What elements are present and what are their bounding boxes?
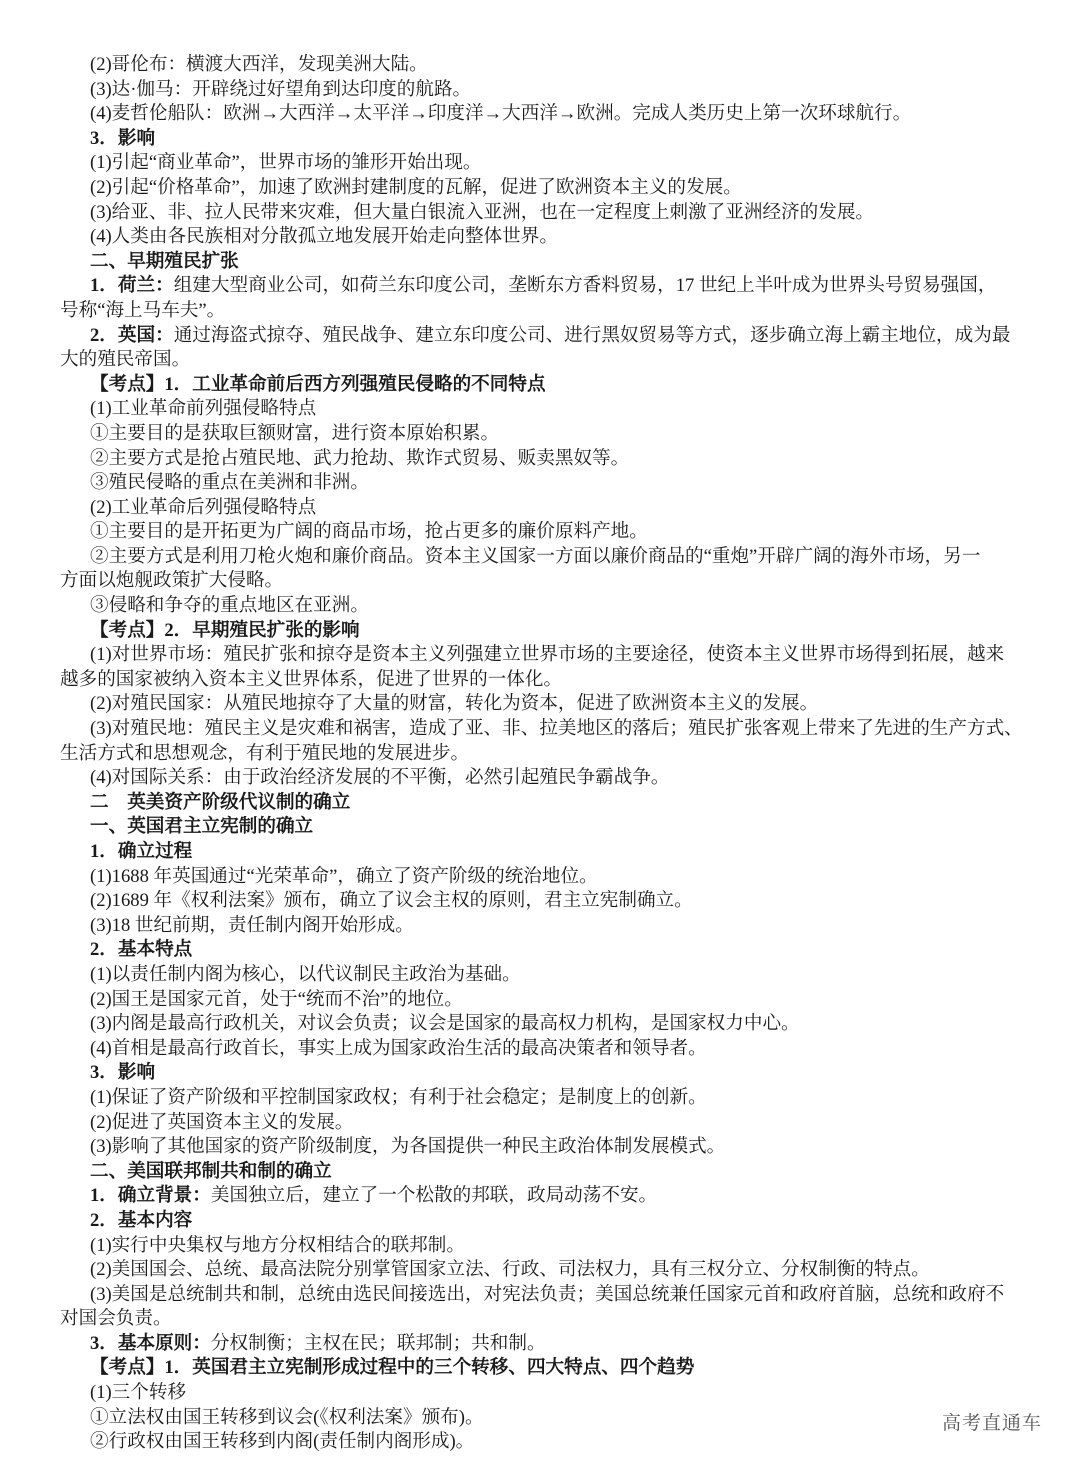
line-text: (2)对殖民国家：从殖民地掠夺了大量的财富，转化为资本，促进了欧洲资本主义的发展。	[90, 693, 819, 715]
text-line	[60, 1086, 1035, 1111]
line-text: 组建大型商业公司，如荷兰东印度公司，垄断东方香料贸易，17 世纪上半叶成为世界头号贸易强国，	[173, 275, 997, 297]
bold-label: 二 英美资产阶级代议制的确立	[90, 791, 351, 813]
line-text: ①立法权由国王转移到议会(《权利法案》颁布)。	[90, 1406, 484, 1428]
bold-label: 3．基本原则：	[90, 1332, 211, 1354]
line-text: (1)保证了资产阶级和平控制国家政权；有利于社会稳定；是制度上的创新。	[90, 1086, 707, 1108]
text-line	[60, 1111, 1035, 1136]
text-line	[60, 1406, 1035, 1431]
bold-label: 3．影响	[90, 127, 156, 149]
bold-label: 1．确立过程	[90, 841, 193, 862]
line-text: (3)达·伽马：开辟绕过好望角到达印度的航路。	[90, 78, 472, 100]
text-line	[60, 1184, 1035, 1209]
text-line	[60, 988, 1035, 1013]
bold-label: 2．英国：	[90, 324, 174, 346]
text-line	[60, 373, 1035, 398]
text-line	[60, 545, 1035, 570]
document-body	[60, 53, 1035, 1455]
line-text: 号称“海上马车夫”。	[60, 299, 226, 321]
text-line	[60, 889, 1035, 914]
text-line	[60, 1234, 1035, 1259]
text-line	[60, 1258, 1035, 1283]
line-text: (1)1688 年英国通过“光荣革命”，确立了资产阶级的统治地位。	[90, 865, 598, 887]
text-line	[60, 742, 1035, 767]
line-text: 大的殖民帝国。	[60, 349, 191, 371]
line-text: 美国独立后，建立了一个松散的邦联，政局动荡不安。	[210, 1185, 658, 1207]
text-line	[60, 201, 1035, 226]
line-text: ①主要目的是开拓更为广阔的商品市场，抢占更多的廉价原料产地。	[90, 521, 648, 543]
line-text: (2)工业革命后列强侵略特点	[90, 496, 317, 518]
line-text: 生活方式和思想观念，有利于殖民地的发展进步。	[60, 742, 470, 764]
text-line	[60, 1135, 1035, 1160]
text-line	[60, 250, 1035, 275]
text-line	[60, 914, 1035, 939]
line-text: (3)对殖民地：殖民主义是灾难和祸害，造成了亚、非、拉美地区的落后；殖民扩张客观上带来了先进的生产方式、	[90, 718, 1023, 740]
bold-label: 【考点】2．早期殖民扩张的影响	[90, 619, 360, 641]
line-text: (2)促进了英国资本主义的发展。	[90, 1111, 354, 1133]
text-line	[60, 668, 1035, 693]
text-line	[60, 1430, 1035, 1455]
line-text: 分权制衡；主权在民；联邦制；共和制。	[210, 1332, 546, 1354]
line-text: (4)首相是最高行政首长，事实上成为国家政治生活的最高决策者和领导者。	[90, 1037, 707, 1059]
line-text: ②主要方式是利用刀枪火炮和廉价商品。资本主义国家一方面以廉价商品的“重炮”开辟广阔的海外市场，另一	[90, 545, 981, 567]
watermark: 高考直通车	[942, 1412, 1043, 1434]
text-line	[60, 1332, 1035, 1357]
text-line	[60, 151, 1035, 176]
text-line	[60, 422, 1035, 447]
text-line	[60, 594, 1035, 619]
bold-label: 一、英国君主立宪制的确立	[90, 816, 314, 838]
line-text: (4)人类由各民族相对分散孤立地发展开始走向整体世界。	[90, 226, 558, 248]
line-text: (3)18 世纪前期，责任制内阁开始形成。	[90, 914, 414, 936]
line-text: (2)引起“价格革命”，加速了欧洲封建制度的瓦解，促进了欧洲资本主义的发展。	[90, 176, 742, 198]
text-line	[60, 447, 1035, 472]
text-line	[60, 102, 1035, 127]
text-line	[60, 1283, 1035, 1308]
text-line	[60, 127, 1035, 152]
text-line	[60, 299, 1035, 324]
bold-label: 1．确立背景：	[90, 1185, 211, 1207]
bold-label: 3．影响	[90, 1062, 156, 1084]
line-text: (2)国王是国家元首，处于“统而不治”的地位。	[90, 988, 463, 1010]
text-line	[60, 692, 1035, 717]
line-text: (3)内阁是最高行政机关，对议会负责；议会是国家的最高权力机构，是国家权力中心。	[90, 1013, 800, 1035]
text-line	[60, 1012, 1035, 1037]
line-text: (2)美国国会、总统、最高法院分别掌管国家立法、行政、司法权力，具有三权分立、分权制衡的特点。	[90, 1259, 930, 1281]
text-line	[60, 397, 1035, 422]
text-line	[60, 1356, 1035, 1381]
text-line	[60, 938, 1035, 963]
text-line	[60, 1307, 1035, 1332]
bold-label: 2．基本内容	[90, 1209, 193, 1231]
bold-label: 2．基本特点	[90, 939, 193, 961]
line-text: ②行政权由国王转移到内阁(责任制内阁形成)。	[90, 1431, 475, 1453]
text-line	[60, 1061, 1035, 1086]
line-text: (2)哥伦布：横渡大西洋，发现美洲大陆。	[90, 54, 428, 75]
line-text: (1)工业革命前列强侵略特点	[90, 398, 317, 420]
text-line	[60, 569, 1035, 594]
text-line	[60, 471, 1035, 496]
line-text: ③侵略和争夺的重点地区在亚洲。	[90, 595, 369, 617]
line-text: (1)三个转移	[90, 1382, 187, 1404]
text-line	[60, 619, 1035, 644]
text-line	[60, 717, 1035, 742]
line-text: (3)给亚、非、拉人民带来灾难，但大量白银流入亚洲，也在一定程度上刺激了亚洲经济的发展。	[90, 201, 875, 223]
line-text: 越多的国家被纳入资本主义世界体系，促进了世界的一体化。	[60, 668, 563, 690]
text-line	[60, 324, 1035, 349]
text-line	[60, 53, 1035, 78]
text-line	[60, 496, 1035, 521]
line-text: 方面以炮舰政策扩大侵略。	[60, 570, 284, 592]
text-line	[60, 840, 1035, 865]
text-line	[60, 274, 1035, 299]
text-line	[60, 815, 1035, 840]
text-line	[60, 791, 1035, 816]
bold-label: 【考点】1．英国君主立宪制形成过程中的三个转移、四大特点、四个趋势	[90, 1357, 695, 1379]
text-line	[60, 1037, 1035, 1062]
line-text: (3)影响了其他国家的资产阶级制度，为各国提供一种民主政治体制发展模式。	[90, 1136, 726, 1158]
bold-label: 二、美国联邦制共和制的确立	[90, 1160, 332, 1182]
text-line	[60, 1160, 1035, 1185]
text-line	[60, 963, 1035, 988]
text-line	[60, 78, 1035, 103]
line-text: (1)引起“商业革命”，世界市场的雏形开始出现。	[90, 152, 482, 174]
text-line	[60, 1381, 1035, 1406]
text-line	[60, 865, 1035, 890]
text-line	[60, 225, 1035, 250]
bold-label: 1．荷兰：	[90, 275, 174, 297]
bold-label: 【考点】1．工业革命前后西方列强殖民侵略的不同特点	[90, 373, 546, 395]
bold-label: 二、早期殖民扩张	[90, 250, 239, 272]
line-text: (4)麦哲伦船队：欧洲→大西洋→太平洋→印度洋→大西洋→欧洲。完成人类历史上第一次环球航行。	[90, 103, 912, 125]
line-text: ③殖民侵略的重点在美洲和非洲。	[90, 472, 369, 494]
line-text: (2)1689 年《权利法案》颁布，确立了议会主权的原则，君主立宪制确立。	[90, 890, 693, 912]
line-text: ②主要方式是抢占殖民地、武力抢劫、欺诈式贸易、贩卖黑奴等。	[90, 447, 630, 469]
line-text: ①主要目的是获取巨额财富，进行资本原始积累。	[90, 422, 500, 444]
text-line	[60, 176, 1035, 201]
line-text: (4)对国际关系：由于政治经济发展的不平衡，必然引起殖民争霸战争。	[90, 767, 670, 789]
line-text: (3)美国是总统制共和制，总统由选民间接选出，对宪法负责；美国总统兼任国家元首和政府首脑，总统和政府不	[90, 1283, 1005, 1305]
text-line	[60, 643, 1035, 668]
line-text: 对国会负责。	[60, 1308, 172, 1330]
text-line	[60, 520, 1035, 545]
text-line	[60, 348, 1035, 373]
text-line	[60, 766, 1035, 791]
line-text: (1)实行中央集权与地方分权相结合的联邦制。	[90, 1234, 465, 1256]
line-text: (1)以责任制内阁为核心，以代议制民主政治为基础。	[90, 963, 521, 985]
text-line	[60, 1209, 1035, 1234]
line-text: (1)对世界市场：殖民扩张和掠夺是资本主义列强建立世界市场的主要途径，使资本主义世界市场得到拓展，越来	[90, 644, 1005, 666]
line-text: 通过海盗式掠夺、殖民战争、建立东印度公司、进行黑奴贸易等方式，逐步确立海上霸主地位，成为最	[173, 324, 1011, 346]
